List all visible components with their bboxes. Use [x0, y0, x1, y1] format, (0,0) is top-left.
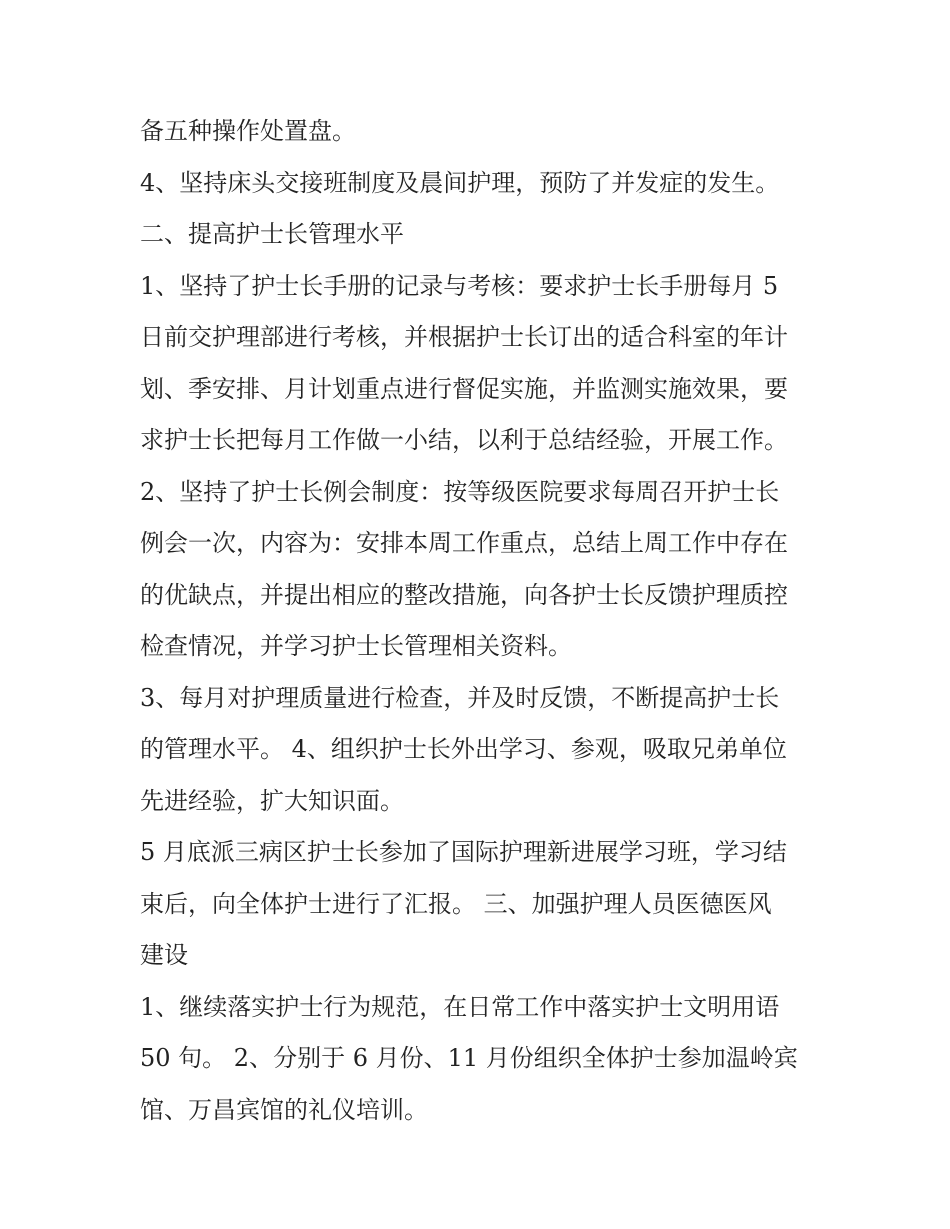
- text-line: 日前交护理部进行考核，并根据护士长订出的适合科室的年计: [140, 323, 788, 351]
- text-line: 建设: [140, 941, 188, 969]
- text-line: 求护士长把每月工作做一小结，以利于总结经验，开展工作。: [140, 426, 788, 454]
- text-line: 划、季安排、月计划重点进行督促实施，并监测实施效果，要: [140, 374, 788, 403]
- text-line: 检查情况，并学习护士长管理相关资料。: [140, 632, 572, 660]
- text-line: 备五种操作处置盘。: [140, 117, 356, 145]
- text-line: 束后，向全体护士进行了汇报。 三、加强护理人员医德医风: [140, 889, 772, 918]
- text-line: 1、坚持了护士长手册的记录与考核：要求护士长手册每月 5: [140, 271, 779, 300]
- text-line: 先进经验，扩大知识面。: [140, 786, 404, 815]
- text-line: 5 月底派三病区护士长参加了国际护理新进展学习班，学习结: [140, 838, 787, 866]
- text-line: 例会一次，内容为：安排本周工作重点，总结上周工作中存在: [140, 529, 788, 557]
- text-line: 的管理水平。 4、组织护士长外出学习、参观，吸取兄弟单位: [140, 735, 787, 763]
- text-line: 1、继续落实护士行为规范，在日常工作中落实护士文明用语: [140, 992, 780, 1021]
- section-heading: 二、提高护士长管理水平: [140, 220, 404, 248]
- text-line: 4、坚持床头交接班制度及晨间护理，预防了并发症的发生。: [140, 168, 780, 197]
- document-body: [140, 106, 830, 1136]
- text-line: 50 句。 2、分别于 6 月份、11 月份组织全体护士参加温岭宾: [140, 1044, 798, 1072]
- text-line: 3、每月对护理质量进行检查，并及时反馈，不断提高护士长: [140, 683, 780, 712]
- text-line: 的优缺点，并提出相应的整改措施，向各护士长反馈护理质控: [140, 580, 788, 609]
- text-line: 2、坚持了护士长例会制度：按等级医院要求每周召开护士长: [140, 477, 780, 506]
- text-line: 馆、万昌宾馆的礼仪培训。: [140, 1095, 428, 1124]
